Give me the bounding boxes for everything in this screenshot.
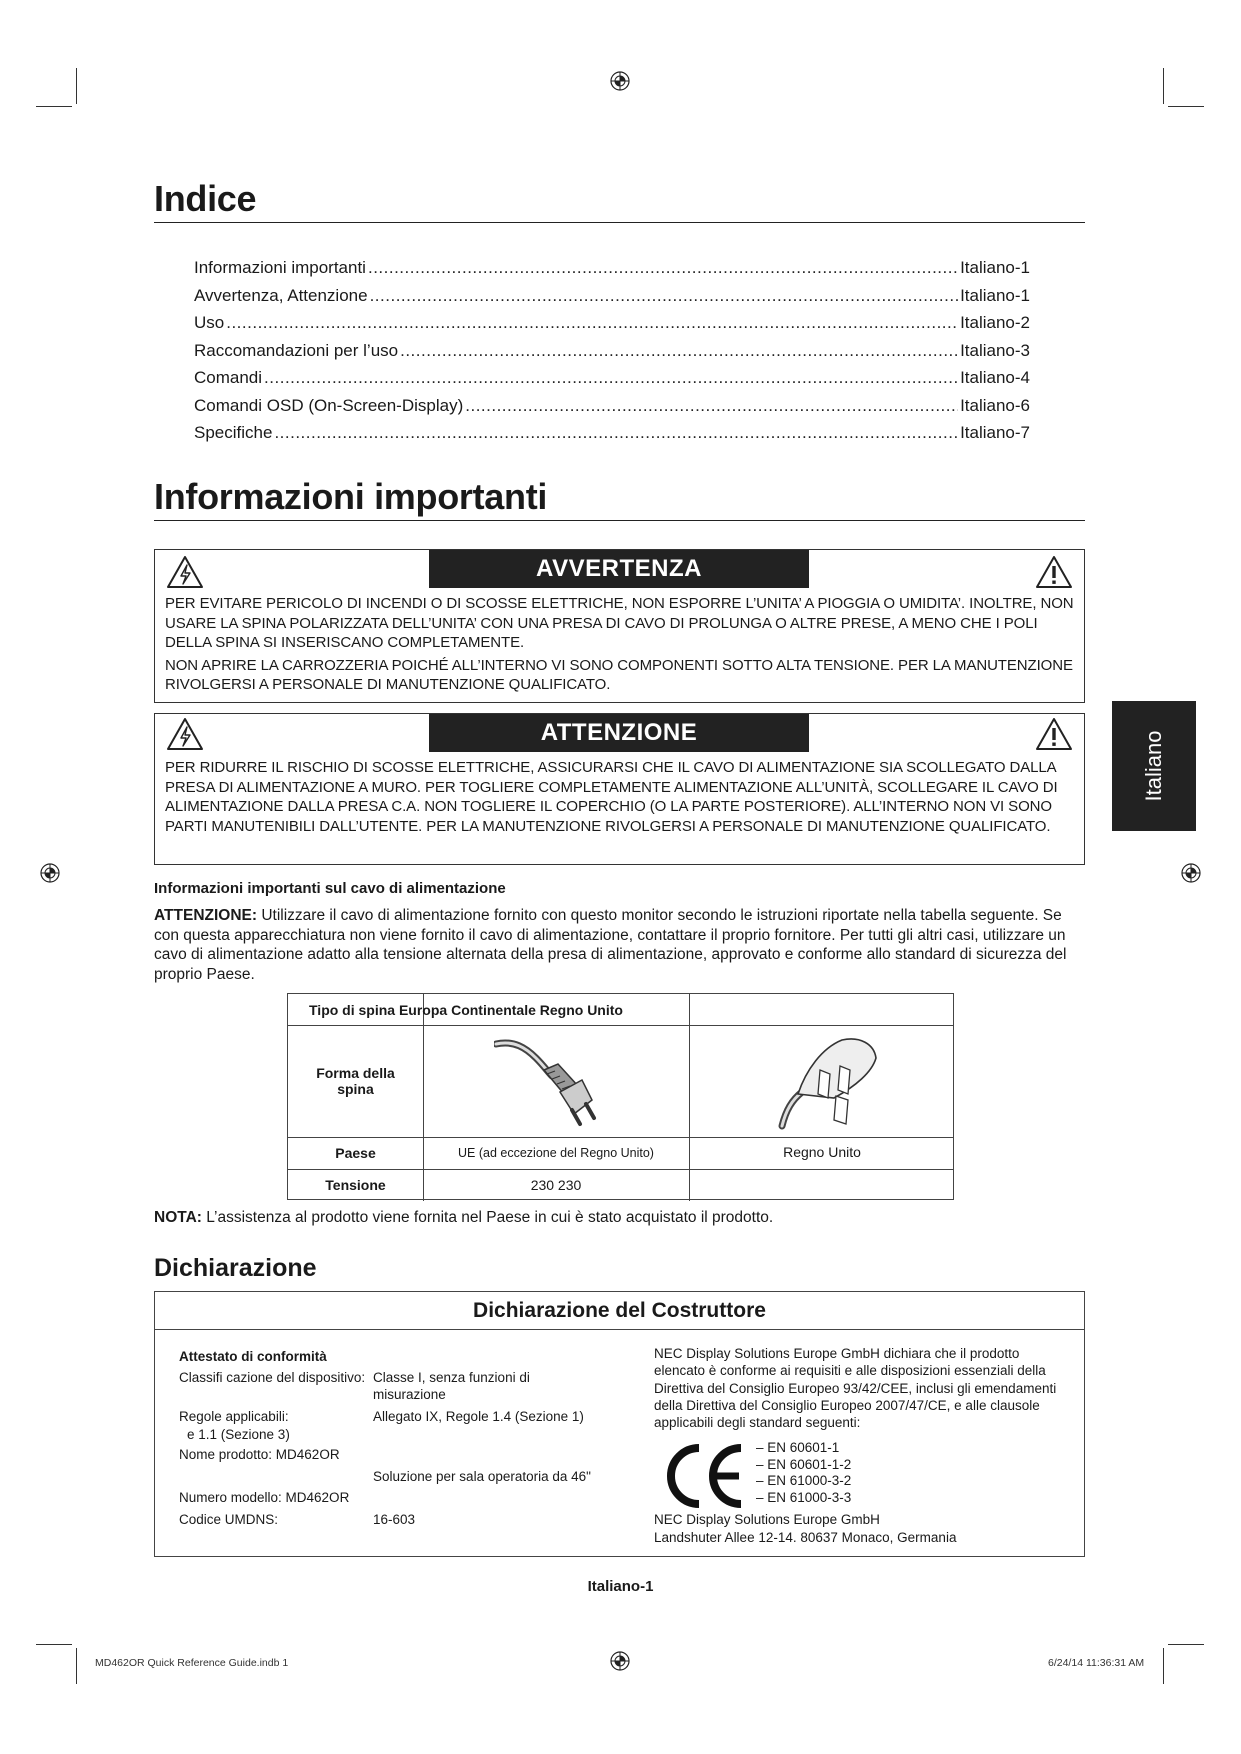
- warning-paragraph: PER EVITARE PERICOLO DI INCENDI O DI SCOSSE ELETTRICHE, NON ESPORRE L’UNITA’ A PIOGGIA O UMIDITA’. INOLTRE, NON USARE LA SPINA POLARIZZATA DELL’UNITA’ CON UNA PRESA DI CAVO DI PROLUNGA O ALTRE PRESE, A MENO CHE I POLI DELLA SPINA SI INSERISCANO COMPLETAMENTE.: [165, 595, 1074, 651]
- electric-shock-warning-icon: [165, 554, 205, 590]
- print-slug-file: MD462OR Quick Reference Guide.indb 1: [95, 1657, 289, 1669]
- class-label: Classifi cazione del dispositivo:: [179, 1370, 366, 1385]
- attention-text: Utilizzare il cavo di alimentazione fornito con questo monitor secondo le istruzioni riportate nella tabella seguente. Se con questa apparecchiatura non viene fornito il cavo di alimentazione, contattare il proprio fornitore. Per tutti gli altri casi, utilizzare un cavo di alimentazione adatto alla tensione alternata della presa di alimentazione, approvato e conforme allo standard di sicurezza del proprio Paese.: [154, 907, 1067, 983]
- standard-item: – EN 60601-1-2: [756, 1456, 852, 1472]
- ce-mark-icon: [665, 1442, 745, 1510]
- eu-plug-image: [494, 1034, 614, 1132]
- warning-title: AVVERTENZA: [429, 550, 809, 588]
- note-text: L’assistenza al prodotto viene fornita nel Paese in cui è stato acquistato il prodotto.: [201, 1209, 774, 1226]
- voltage-label: Tensione: [325, 1177, 386, 1193]
- caution-text: [165, 758, 1074, 836]
- toc-leader: [400, 341, 958, 361]
- warning-box: [154, 549, 1085, 703]
- crop-mark: [36, 1644, 72, 1645]
- class-value: Classe I, senza funzioni di misurazione: [373, 1370, 530, 1402]
- toc-leader: [226, 313, 958, 333]
- company-name: NEC Display Solutions Europe GmbH: [654, 1512, 880, 1527]
- exclamation-warning-icon: [1034, 554, 1074, 590]
- registration-mark-icon: [609, 1650, 631, 1672]
- table-of-contents: [194, 258, 1030, 451]
- uk-plug-image: [776, 1030, 886, 1132]
- product-description: Soluzione per sala operatoria da 46": [373, 1469, 591, 1484]
- toc-label: Comandi OSD (On-Screen-Display): [194, 395, 464, 415]
- toc-page: Italiano-1: [960, 285, 1030, 305]
- standard-item: – EN 60601-1: [756, 1440, 840, 1455]
- language-tab-label: Italiano: [1141, 730, 1166, 802]
- rules-continued: e 1.1 (Sezione 3): [187, 1427, 290, 1442]
- product-name: Nome prodotto: MD462OR: [179, 1447, 340, 1462]
- toc-leader: [370, 286, 958, 306]
- country-eu: UE (ad eccezione del Regno Unito): [458, 1146, 654, 1160]
- print-slug-date: 6/24/14 11:36:31 AM: [1048, 1657, 1145, 1669]
- toc-entry[interactable]: [194, 286, 1030, 314]
- rules-value: Allegato IX, Regole 1.4 (Sezione 1): [373, 1409, 584, 1424]
- voltage-value: 230 230: [530, 1177, 582, 1193]
- model-number: Numero modello: MD462OR: [179, 1490, 350, 1505]
- standard-item: – EN 61000-3-2: [756, 1473, 852, 1488]
- attestato-heading: Attestato di conformità: [179, 1349, 327, 1364]
- toc-page: Italiano-4: [960, 368, 1030, 387]
- plug-shape-label: Forma della spina: [316, 1065, 395, 1097]
- warning-paragraph: NON APRIRE LA CARROZZERIA POICHÉ ALL’INTERNO VI SONO COMPONENTI SOTTO ALTA TENSIONE. PER LA MANUTENZIONE RIVOLGERSI A PERSONALE DI MANUTENZIONE QUALIFICATO.: [165, 656, 1073, 693]
- heading-rule: [154, 222, 1085, 223]
- toc-leader: [274, 423, 958, 443]
- toc-page: Italiano-3: [960, 340, 1030, 360]
- crop-mark: [1163, 68, 1164, 104]
- note: [154, 1209, 773, 1227]
- crop-mark: [1168, 106, 1204, 107]
- crop-mark: [1168, 1644, 1204, 1645]
- umdns-label: Codice UMDNS:: [179, 1512, 279, 1527]
- toc-entry[interactable]: [194, 313, 1030, 341]
- standards-list: [756, 1440, 851, 1506]
- declaration-title: Dichiarazione del Costruttore: [155, 1292, 1084, 1330]
- page-number: Italiano-1: [587, 1578, 654, 1595]
- registration-mark-icon: [39, 862, 61, 884]
- company-address: Landshuter Allee 12-14. 80637 Monaco, Germania: [654, 1530, 957, 1545]
- crop-mark: [76, 1648, 77, 1684]
- toc-entry[interactable]: [194, 368, 1030, 396]
- toc-entry[interactable]: [194, 396, 1030, 424]
- toc-page: Italiano-1: [960, 258, 1030, 277]
- toc-label: Avvertenza, Attenzione: [194, 285, 368, 305]
- toc-page: Italiano-7: [960, 423, 1030, 442]
- section-title: Dichiarazione: [154, 1254, 317, 1282]
- note-label: NOTA:: [154, 1209, 202, 1226]
- toc-label: Informazioni importanti: [194, 258, 366, 277]
- warning-text: [165, 594, 1074, 695]
- attention-label: ATTENZIONE:: [154, 907, 258, 924]
- toc-label: Raccomandazioni per l’uso: [194, 340, 399, 360]
- crop-mark: [36, 106, 72, 107]
- toc-leader: [368, 258, 958, 278]
- power-cord-subheading: Informazioni importanti sul cavo di alimentazione: [154, 880, 506, 897]
- power-cord-paragraph: [154, 906, 1084, 984]
- heading-rule: [154, 520, 1085, 521]
- crop-mark: [1163, 1648, 1164, 1684]
- country-uk: Regno Unito: [783, 1144, 861, 1160]
- umdns-value: 16-603: [373, 1512, 416, 1527]
- crop-mark: [76, 68, 77, 104]
- exclamation-warning-icon: [1034, 716, 1074, 752]
- toc-entry[interactable]: [194, 341, 1030, 369]
- conformity-statement: NEC Display Solutions Europe GmbH dichiara che il prodotto elencato è conforme ai requisiti e alle disposizioni essenziali della Direttiva del Consiglio Europeo 93/42/CEE, inclusi gli emendamenti della Direttiva del Consiglio Europeo 2007/47/CE, e alle clausole applicabili degli standard seguenti:: [654, 1346, 1057, 1431]
- registration-mark-icon: [1180, 862, 1202, 884]
- caution-title: ATTENZIONE: [429, 714, 809, 752]
- toc-page: Italiano-2: [960, 313, 1030, 332]
- caution-paragraph: PER RIDURRE IL RISCHIO DI SCOSSE ELETTRICHE, ASSICURARSI CHE IL CAVO DI ALIMENTAZIONE SIA SCOLLEGATO DALLA PRESA DI ALIMENTAZIONE A MURO. PER TOGLIERE COMPLETAMENTE ALIMENTAZIONE ALL’UNITÀ, SCOLLEGARE IL CAVO DI ALIMENTAZIONE DALLA PRESA C.A. NON TOGLIERE IL COPERCHIO (O LA PARTE POSTERIORE). ALL’INTERNO NON VI SONO PARTI MANUTENIBILI DALL’UTENTE. PER LA MANUTENZIONE RIVOLGERSI A PERSONALE DI MANUTENZIONE QUALIFICATO.: [165, 759, 1058, 835]
- standard-item: – EN 61000-3-3: [756, 1489, 852, 1505]
- toc-leader: [465, 396, 958, 416]
- toc-leader: [264, 368, 958, 388]
- rules-label: Regole applicabili:: [179, 1409, 289, 1424]
- electric-shock-warning-icon: [165, 716, 205, 752]
- caution-box: [154, 713, 1085, 865]
- toc-label: Uso: [194, 313, 225, 332]
- plug-table-header: Tipo di spina Europa Continentale Regno Unito: [309, 1001, 623, 1018]
- section-title: Informazioni importanti: [154, 476, 548, 517]
- plug-table: [287, 993, 954, 1200]
- page-title: Indice: [154, 178, 257, 219]
- toc-label: Comandi: [194, 368, 263, 387]
- toc-entry[interactable]: [194, 258, 1030, 286]
- declaration-box: [154, 1291, 1085, 1557]
- language-tab: [1112, 701, 1196, 831]
- toc-label: Specifiche: [194, 423, 273, 442]
- toc-page: Italiano-6: [960, 395, 1030, 415]
- toc-entry[interactable]: [194, 423, 1030, 451]
- country-label: Paese: [335, 1145, 376, 1161]
- registration-mark-icon: [609, 70, 631, 92]
